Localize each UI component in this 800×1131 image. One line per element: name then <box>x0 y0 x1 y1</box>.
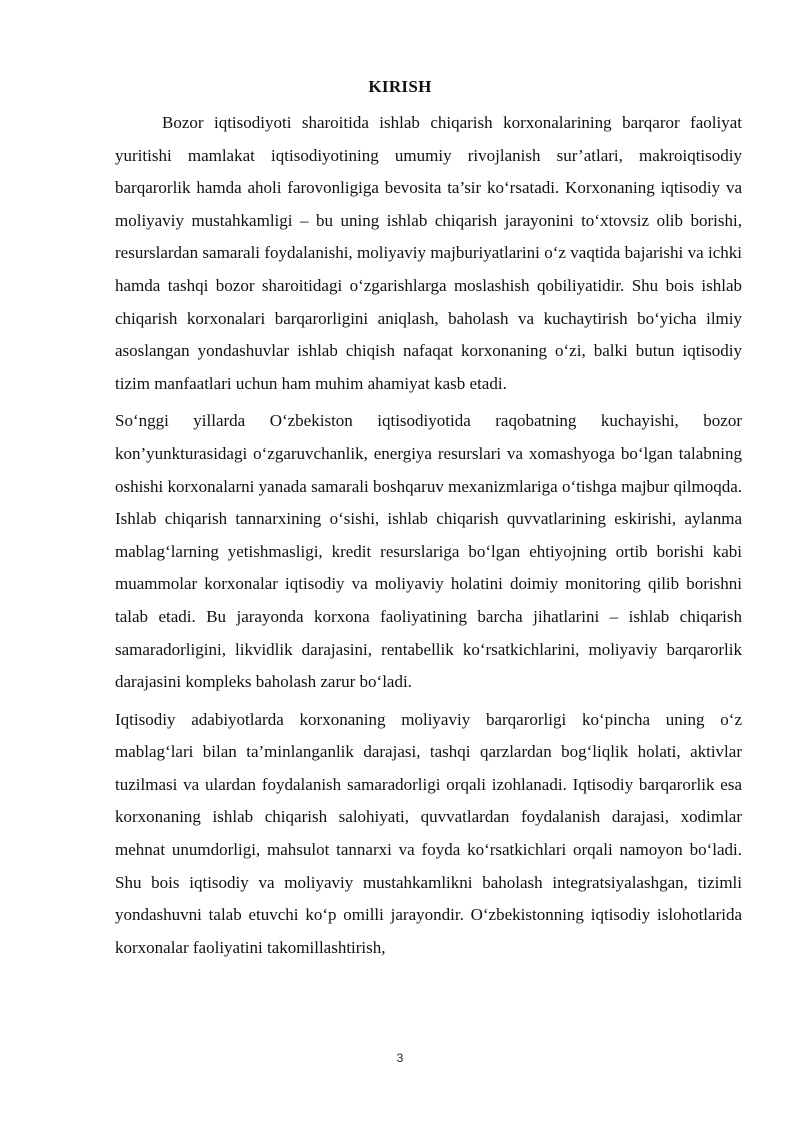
body-text <box>115 107 742 964</box>
paragraph-2: So‘nggi yillarda O‘zbekiston iqtisodiyotida raqobatning kuchayishi, bozor kon’yunkturasidagi o‘zgaruvchanlik, energiya resurslari va xomashyoga bo‘lgan talabning oshishi korxonalarni yanada samarali boshqaruv mexanizmlariga o‘tishga majbur qilmoqda. Ishlab chiqarish tannarxining o‘sishi, ishlab chiqarish quvvatlarining eskirishi, aylanma mablag‘larning yetishmasligi, kredit resurslariga bo‘lgan ehtiyojning ortib borishi kabi muammolar korxonalar iqtisodiy va moliyaviy holatini doimiy monitoring qilib borishni talab etadi. Bu jarayonda korxona faoliyatining barcha jihatlarini – ishlab chiqarish samaradorligini, likvidlik darajasini, rentabellik ko‘rsatkichlarini, moliyaviy barqarorlik darajasini kompleks baholash zarur bo‘ladi. <box>115 411 742 692</box>
paragraph-1: Bozor iqtisodiyoti sharoitida ishlab chiqarish korxonalarining barqaror faoliyat yuritishi mamlakat iqtisodiyotining umumiy rivojlanish sur’atlari, makroiqtisodiy barqarorlik hamda aholi farovonligiga bevosita ta’sir ko‘rsatadi. Korxonaning iqtisodiy va moliyaviy mustahkamligi – bu uning ishlab chiqarish jarayonini to‘xtovsiz olib borishi, resurslardan samarali foydalanishi, moliyaviy majburiyatlarini o‘z vaqtida bajarishi va ichki hamda tashqi bozor sharoitidagi o‘zgarishlarga moslashish qobiliyatidir. Shu bois ishlab chiqarish korxonalari barqarorligini aniqlash, baholash va kuchaytirish bo‘yicha ilmiy asoslangan yondashuvlar ishlab chiqish nafaqat korxonaning o‘zi, balki butun iqtisodiy tizim manfaatlari uchun ham muhim ahamiyat kasb etadi. <box>115 113 742 393</box>
page-number: 3 <box>396 1051 404 1065</box>
section-heading: KIRISH <box>368 77 432 96</box>
paragraph-3: Iqtisodiy adabiyotlarda korxonaning moliyaviy barqarorligi ko‘pincha uning o‘z mablag‘lari bilan ta’minlanganlik darajasi, tashqi qarzlardan bog‘liqlik holati, aktivlar tuzilmasi va ulardan foydalanish samaradorligi orqali izohlanadi. Iqtisodiy barqarorlik esa korxonaning ishlab chiqarish salohiyati, quvvatlardan foydalanish darajasi, xodimlar mehnat unumdorligi, mahsulot tannarxi va foyda ko‘rsatkichlari orqali namoyon bo‘ladi. Shu bois iqtisodiy va moliyaviy mustahkamlikni baholash integratsiyalashgan, tizimli yondashuvni talab etuvchi ko‘p omilli jarayondir. O‘zbekistonning iqtisodiy islohotlarida korxonalar faoliyatini takomillashtirish, <box>115 709 742 957</box>
